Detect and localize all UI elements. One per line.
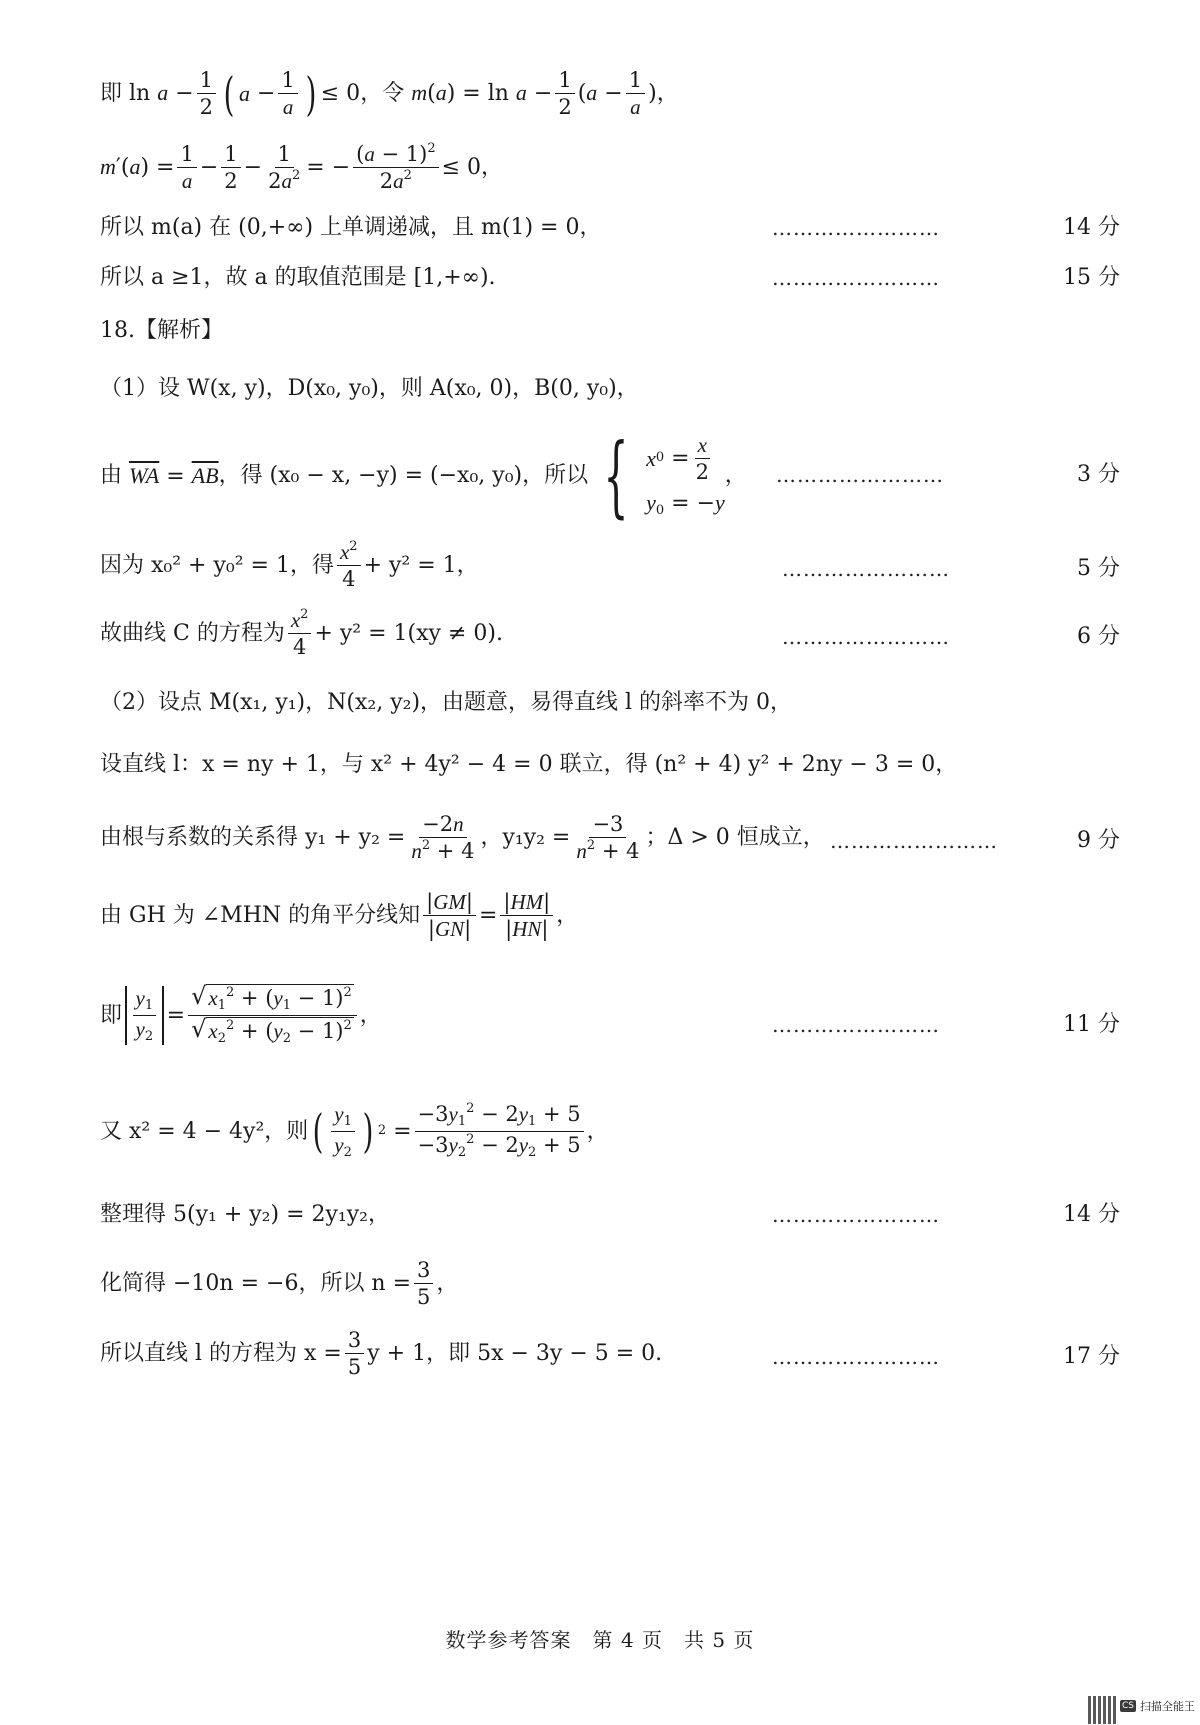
text: y + 1，即 5x − 3y − 5 = 0. <box>367 1340 663 1366</box>
text: 整理得 5(y₁ + y₂) = 2y₁y₂， <box>100 1202 390 1227</box>
text: ， <box>556 902 579 928</box>
text: ， <box>359 1002 382 1028</box>
text: 即 <box>100 1002 123 1028</box>
text: ， <box>656 80 679 106</box>
dots: …………………… <box>772 216 940 240</box>
text: 所以直线 l 的方程为 x = <box>100 1340 342 1366</box>
line-11 <box>100 752 1140 777</box>
text: ， <box>724 463 747 489</box>
score: 15 分 <box>1063 265 1120 290</box>
dots: …………………… <box>782 557 950 581</box>
score: 6 分 <box>1077 624 1120 649</box>
text: （2）设点 M(x₁, y₁)，N(x₂, y₂)，由题意，易得直线 l 的斜率不为 0， <box>100 690 793 715</box>
dots: …………………… <box>782 625 950 649</box>
line-8: 因为 x₀² + y₀² = 1，得 $\frac{x^2}{4}$ + y² = 1， …………………… 5 分 <box>100 539 1120 592</box>
text: + y² = 1(xy ≠ 0). <box>314 620 503 646</box>
score: 9 分 <box>1077 828 1120 853</box>
line-18: 所以直线 l 的方程为 x = $\frac{3}{5}$ y + 1，即 5x − 3y − 5 = 0. …………………… 17 分 <box>100 1328 1120 1380</box>
text: 故曲线 C 的方程为 <box>100 620 285 646</box>
text: 因为 x₀² + y₀² = 1，得 <box>100 552 334 578</box>
text: + y² = 1， <box>363 552 479 578</box>
score: 14 分 <box>1063 215 1120 240</box>
line-1: 即 ln a − $\frac{1}{2}$ ( a − $\frac{1}{a}$ ) ≤ 0 ，令 m(a) = ln a − $\frac{1}{2}$ (a − $\frac{1}{a}$ ) ， <box>100 66 679 121</box>
text: ， <box>586 1118 609 1144</box>
line-15: 又 x² = 4 − 4y²，则 ( $\frac{y_1}{y_2}$ ) 2 = $\frac{-3y_1^2 - 2y_1 + 5}{-3y_2^2 - 2y_2 + 5}$ ， <box>100 1101 609 1160</box>
text: ， <box>436 1270 459 1296</box>
text: 设直线 l：x = ny + 1，与 x² + 4y² − 4 = 0 联立，得 (n² + 4) y² + 2ny − 3 = 0， <box>100 752 958 777</box>
section-heading <box>100 318 1140 343</box>
text: 所以 m(a) 在 (0,+∞) 上单调递减，且 m(1) = 0， <box>100 215 602 240</box>
line-10 <box>100 690 1140 715</box>
dots: …………………… <box>772 1013 940 1037</box>
line-2: m′(a) = $\frac{1}{a}$ − $\frac{1}{2}$ − $\frac{1}{2a^2}$ = − $\frac{(a - 1)^2}{2a^2}$ ≤ 0， <box>100 141 504 194</box>
line-4 <box>100 265 1140 290</box>
page-footer: 数学参考答案 第 4 页 共 5 页 <box>445 1628 755 1652</box>
line-3 <box>100 215 1140 240</box>
line-6 <box>100 376 1140 401</box>
dots: …………………… <box>772 266 940 290</box>
line-7: 由 $\overline{WA} = \overline{AB}$ ，得 (x₀ − x, −y) = (−x₀, y₀)，所以 { x 0 = $\frac{x}{2}$ $y_0 = -y$ ， …………………… 3 分 <box>100 424 1120 527</box>
line-9: 故曲线 C 的方程为 $\frac{x^2}{4}$ + y² = 1(xy ≠ 0). …………………… 6 分 <box>100 607 1120 660</box>
text: 由 GH 为 ∠MHN 的角平分线知 <box>100 902 421 928</box>
dots: …………………… <box>772 1345 940 1369</box>
text: 18.【解析】 <box>100 318 223 343</box>
text: ，y₁y₂ = <box>480 824 571 850</box>
score: 14 分 <box>1063 1202 1120 1227</box>
text: 即 <box>100 80 123 106</box>
score: 5 分 <box>1077 556 1120 581</box>
line-13: 由 GH 为 ∠MHN 的角平分线知 $\frac{|GM|}{|GN|}$ = $\frac{|HM|}{|HN|}$ ， <box>100 890 579 942</box>
line-12: 由根与系数的关系得 y₁ + y₂ = $\frac{-2n}{n^2 + 4}$ ，y₁y₂ = $\frac{-3}{n^2 + 4}$ ；Δ > 0 恒成立， …………………… 9 分 <box>100 812 1120 864</box>
text: 又 x² = 4 − 4y²，则 <box>100 1118 309 1144</box>
text: 化简得 −10n = −6，所以 n = <box>100 1270 412 1296</box>
dots: …………………… <box>772 1203 940 1227</box>
text: 由 <box>100 463 123 489</box>
text: 所以 a ≥1，故 a 的取值范围是 [1,+∞). <box>100 265 496 290</box>
text: 由根与系数的关系得 y₁ + y₂ = <box>100 824 406 850</box>
line-14: 即 $\frac{y_1}{y_2}$ = √ $x_1^2 + (y_1 - 1)^2$ √ $x_2^2 + (y_2 - 1)^2$ ， …………………… 11 分 <box>100 982 1120 1046</box>
text: （1）设 W(x, y)，D(x₀, y₀)，则 A(x₀, 0)，B(0, y₀)， <box>100 376 639 401</box>
score: 3 分 <box>1077 462 1120 487</box>
scanner-watermark: 扫描全能王 <box>1140 1700 1195 1713</box>
score: 11 分 <box>1063 1012 1120 1037</box>
dots: …………………… <box>776 463 944 487</box>
text: ，令 <box>360 80 405 106</box>
score: 17 分 <box>1063 1344 1120 1369</box>
text: ，得 (x₀ − x, −y) = (−x₀, y₀)，所以 <box>218 463 589 489</box>
scanner-logo: CS <box>1122 1701 1134 1711</box>
line-17: 化简得 −10n = −6，所以 n = $\frac{3}{5}$ ， <box>100 1258 459 1310</box>
line-16 <box>100 1202 1140 1227</box>
text: ；Δ > 0 恒成立， <box>645 824 825 850</box>
qr-code-icon <box>1088 1696 1116 1724</box>
dots: …………………… <box>830 829 998 853</box>
